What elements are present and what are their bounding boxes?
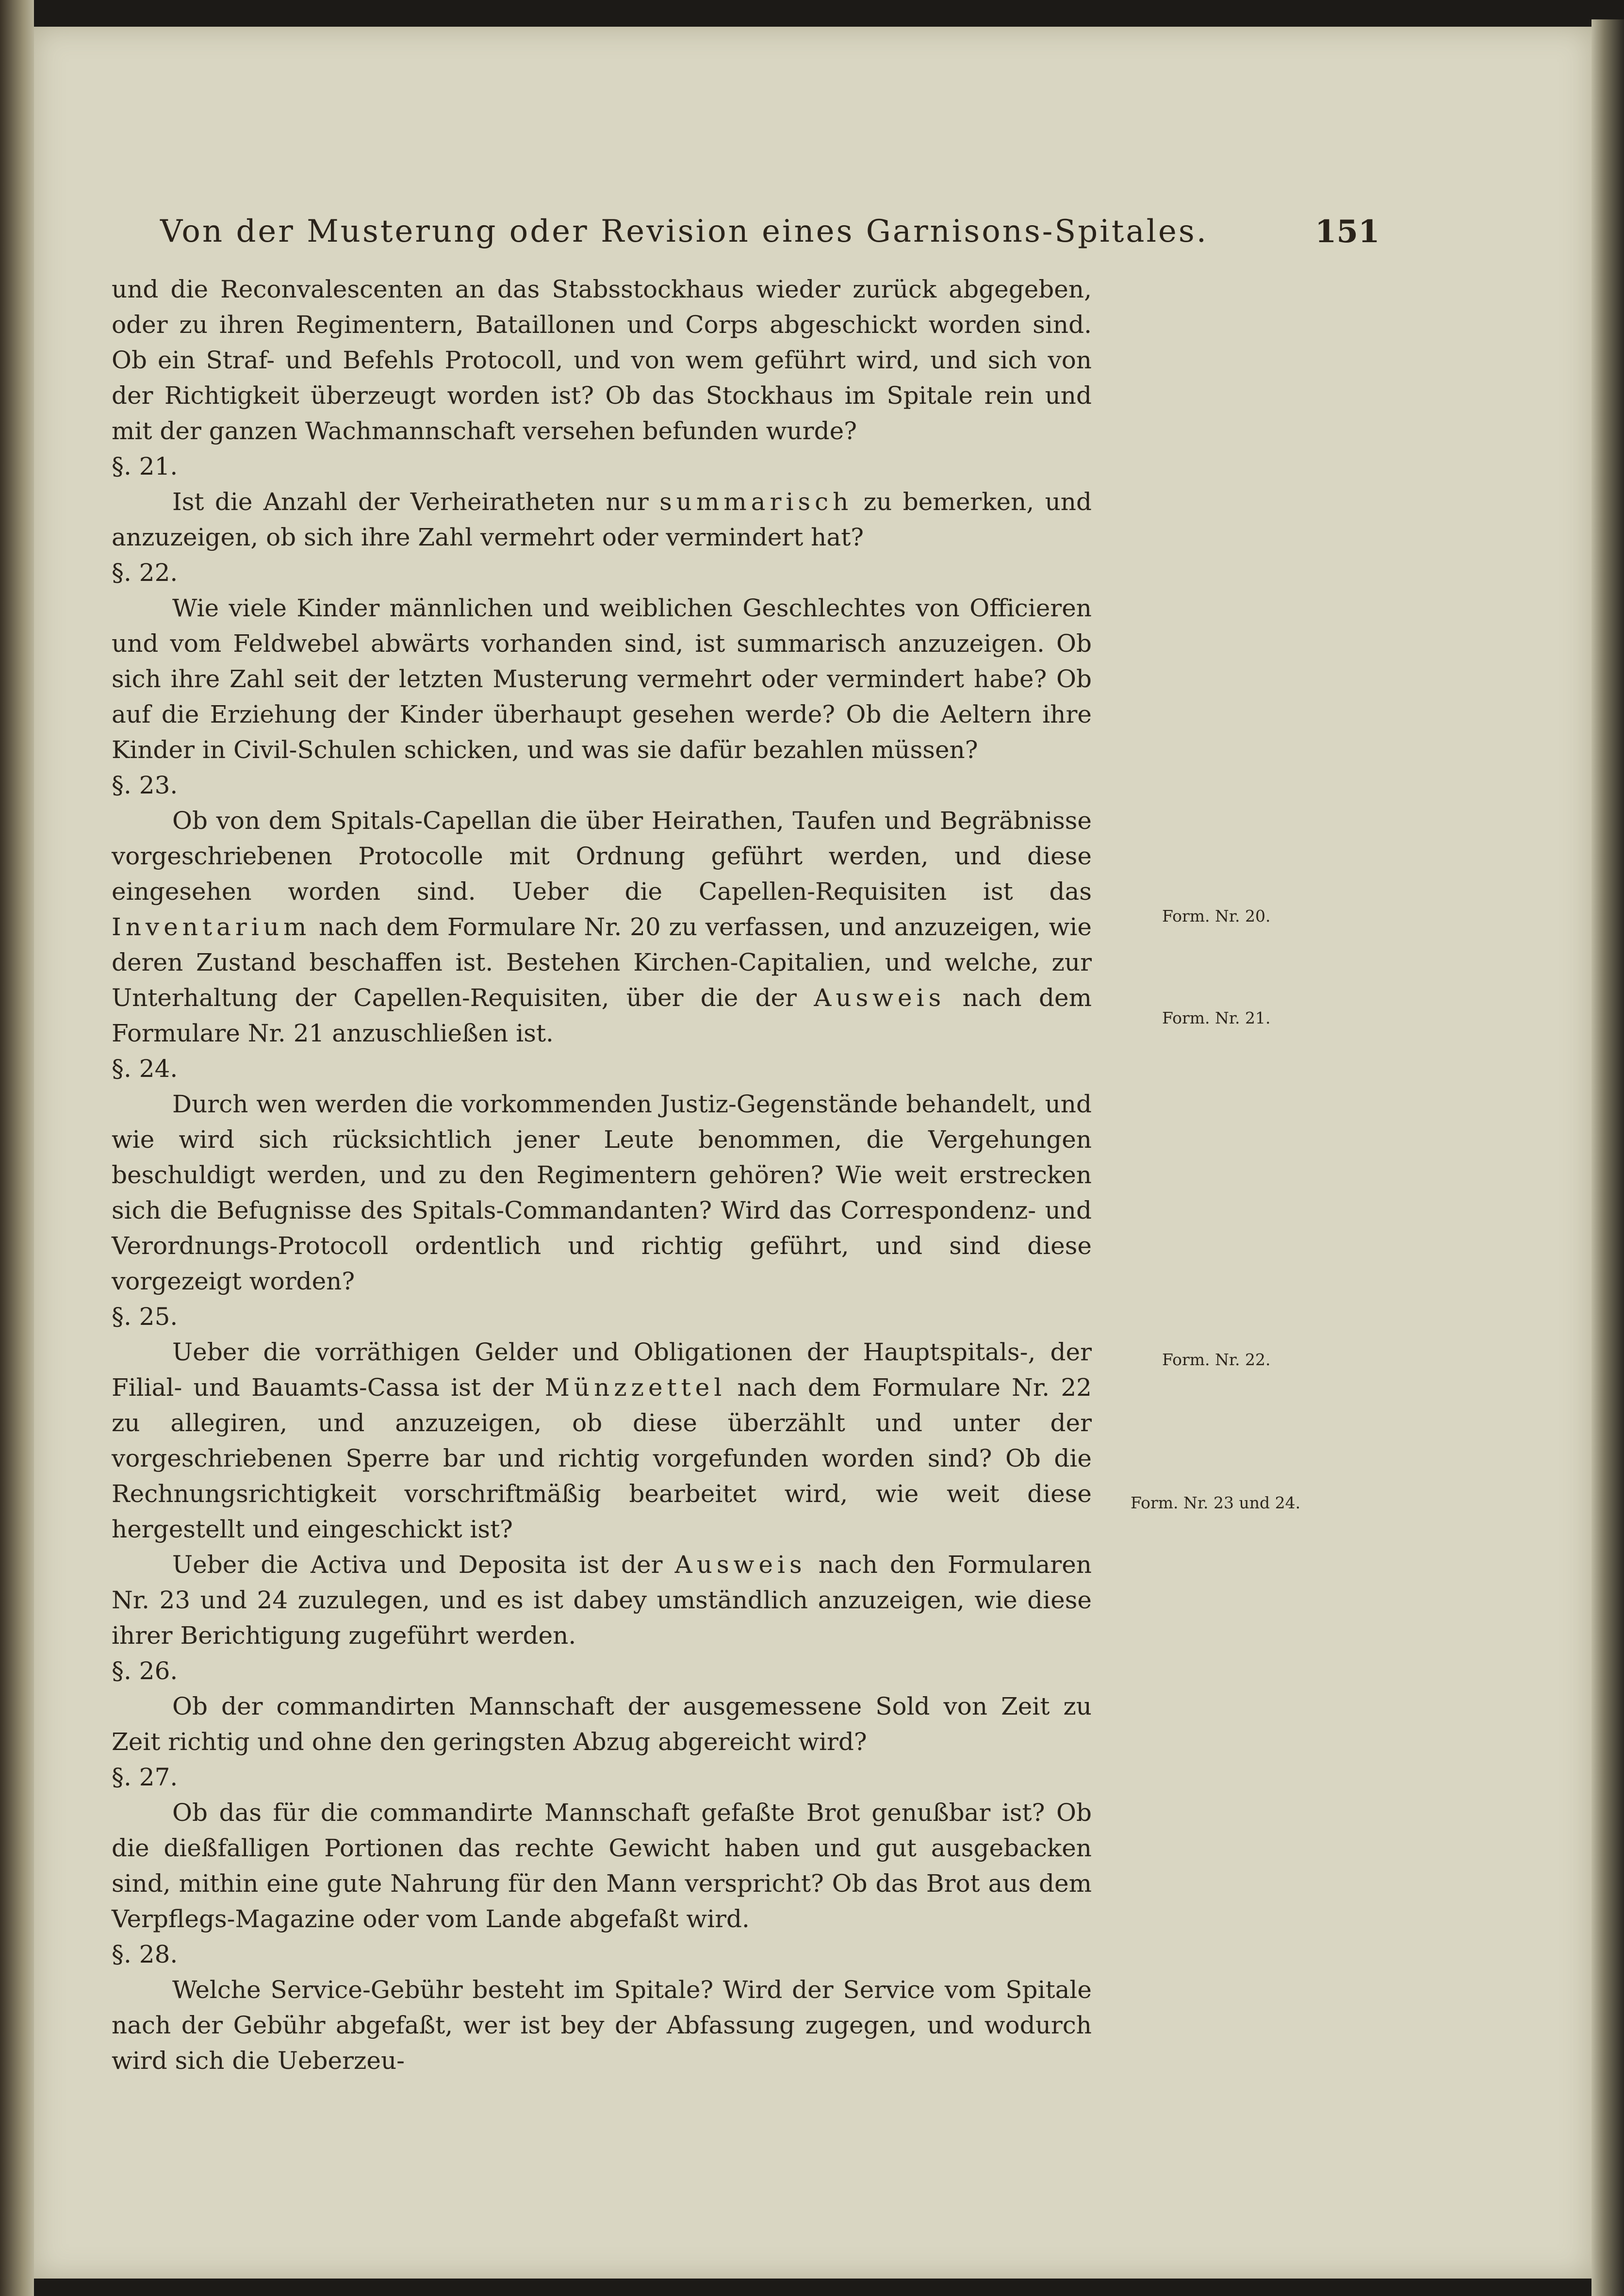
page-edge	[1591, 19, 1624, 2296]
margin-note-form-21: Form. Nr. 21.	[1162, 1008, 1271, 1027]
section-25-paragraph-1	[112, 1335, 1092, 1547]
book-spine	[0, 0, 34, 2296]
section-24-heading: §. 24.	[112, 1055, 178, 1083]
section-28-heading: §. 28.	[112, 1940, 178, 1968]
section-21-heading: §. 21.	[112, 452, 178, 480]
margin-note-form-22: Form. Nr. 22.	[1162, 1350, 1271, 1369]
section-27-paragraph: Ob das für die commandirte Mannschaft gefaßte Brot genußbar ist? Ob die dießfalligen Portionen das rechte Gewicht haben und gut ausgebacken sind, mithin eine gute Nahrung für den Mann verspricht? Ob das Brot aus dem Verpflegs-Magazine oder vom Lande abgefaßt wird.	[112, 1799, 1092, 1933]
section-21-text-b: zu bemerken, und anzuzeigen, ob sich ihre Zahl vermehrt oder vermindert hat?	[112, 488, 1092, 551]
running-title: Von der Musterung oder Revision eines Garnisons-Spitales.	[160, 214, 1209, 249]
page-number: 151	[1315, 214, 1380, 250]
intro-paragraph: und die Reconvalescenten an das Stabsstockhaus wieder zurück abgegeben, oder zu ihren Regimentern, Bataillonen und Corps abgeschickt worden sind. Ob ein Straf- und Befehls Protocoll, und von wem geführt wird, und sich von der Richtigkeit überzeugt worden ist? Ob das Stockhaus im Spitale rein und mit der ganzen Wachmannschaft versehen befunden wurde?	[112, 275, 1092, 445]
section-25-p2-text-b: nach den Formularen Nr. 23 und 24 zuzulegen, und es ist dabey umständlich anzuzeigen, wie diese ihrer Berichtigung zugeführt werden.	[112, 1551, 1092, 1650]
section-24-paragraph: Durch wen werden die vorkommenden Justiz-Gegenstände behandelt, und wie wird sich rücksichtlich jener Leute benommen, die Vergehungen beschuldigt werden, und zu den Regimentern gehören? Wie weit erstrecken sich die Befugnisse des Spitals-Commandanten? Wird das Correspondenz- und Verordnungs-Protocoll ordentlich und richtig geführt, und sind diese vorgezeigt worden?	[112, 1090, 1092, 1295]
section-21-paragraph	[112, 484, 1092, 555]
section-26-heading: §. 26.	[112, 1657, 178, 1685]
section-25-text-a: Ueber die vorräthigen Gelder und Obligationen der Hauptspitals-, der Filial- und Bauamts-Cassa ist der	[112, 1338, 1092, 1402]
section-25-text-b: nach dem Formulare Nr. 22 zu allegiren, und anzuzeigen, ob diese überzählt und unter der vorgeschriebenen Sperre bar und richtig vorgefunden worden sind? Ob die Rechnungsrichtigkeit vorschriftmäßig bearbeitet wird, wie weit diese hergestellt und eingeschickt ist?	[112, 1373, 1092, 1543]
section-21-emphasis: summarisch	[659, 488, 853, 516]
section-25-p2-emphasis: Ausweis	[674, 1551, 806, 1579]
section-21-text-a: Ist die Anzahl der Verheiratheten nur	[172, 488, 649, 516]
section-23-text-a: Ob von dem Spitals-Capellan die über Heirathen, Taufen und Begräbnisse vorgeschriebenen Protocolle mit Ordnung geführt werden, und diese eingesehen worden sind. Ueber die Capellen-Requisiten ist das	[112, 807, 1092, 906]
section-27-heading: §. 27.	[112, 1763, 178, 1791]
margin-note-form-20: Form. Nr. 20.	[1162, 907, 1271, 925]
section-23-emphasis-inventarium: Inventarium	[112, 913, 311, 941]
section-25-emphasis: Münzzettel	[544, 1373, 726, 1402]
section-23-heading: §. 23.	[112, 771, 178, 799]
section-25-p2-text-a: Ueber die Activa und Deposita ist der	[172, 1551, 663, 1579]
section-28-paragraph: Welche Service-Gebühr besteht im Spitale? Wird der Service vom Spitale nach der Gebühr abgefaßt, wer ist bey der Abfassung zugegen, und wodurch wird sich die Ueberzeu-	[112, 1976, 1092, 2075]
section-22-heading: §. 22.	[112, 559, 178, 587]
section-23-text-c: nach dem Formulare Nr. 21 anzuschließen ist.	[112, 984, 1092, 1047]
section-23-paragraph	[112, 803, 1092, 1051]
page-body	[112, 272, 1092, 2079]
section-23-emphasis-ausweis: Ausweis	[814, 984, 946, 1012]
section-23-text-b: nach dem Formulare Nr. 20 zu verfassen, und anzuzeigen, wie deren Zustand beschaffen ist. Bestehen Kirchen-Capitalien, und welche, zur Unterhaltung der Capellen-Requisiten, über die der	[112, 913, 1092, 1012]
margin-note-form-23-24: Form. Nr. 23 und 24.	[1131, 1493, 1301, 1512]
section-25-heading: §. 25.	[112, 1303, 178, 1331]
section-25-paragraph-2	[112, 1547, 1092, 1653]
section-26-paragraph: Ob der commandirten Mannschaft der ausgemessene Sold von Zeit zu Zeit richtig und ohne den geringsten Abzug abgereicht wird?	[112, 1692, 1092, 1756]
section-22-paragraph: Wie viele Kinder männlichen und weiblichen Geschlechtes von Officieren und vom Feldwebel abwärts vorhanden sind, ist summarisch anzuzeigen. Ob sich ihre Zahl seit der letzten Musterung vermehrt oder vermindert habe? Ob auf die Erziehung der Kinder überhaupt gesehen werde? Ob die Aeltern ihre Kinder in Civil-Schulen schicken, und was sie dafür bezahlen müssen?	[112, 594, 1092, 764]
